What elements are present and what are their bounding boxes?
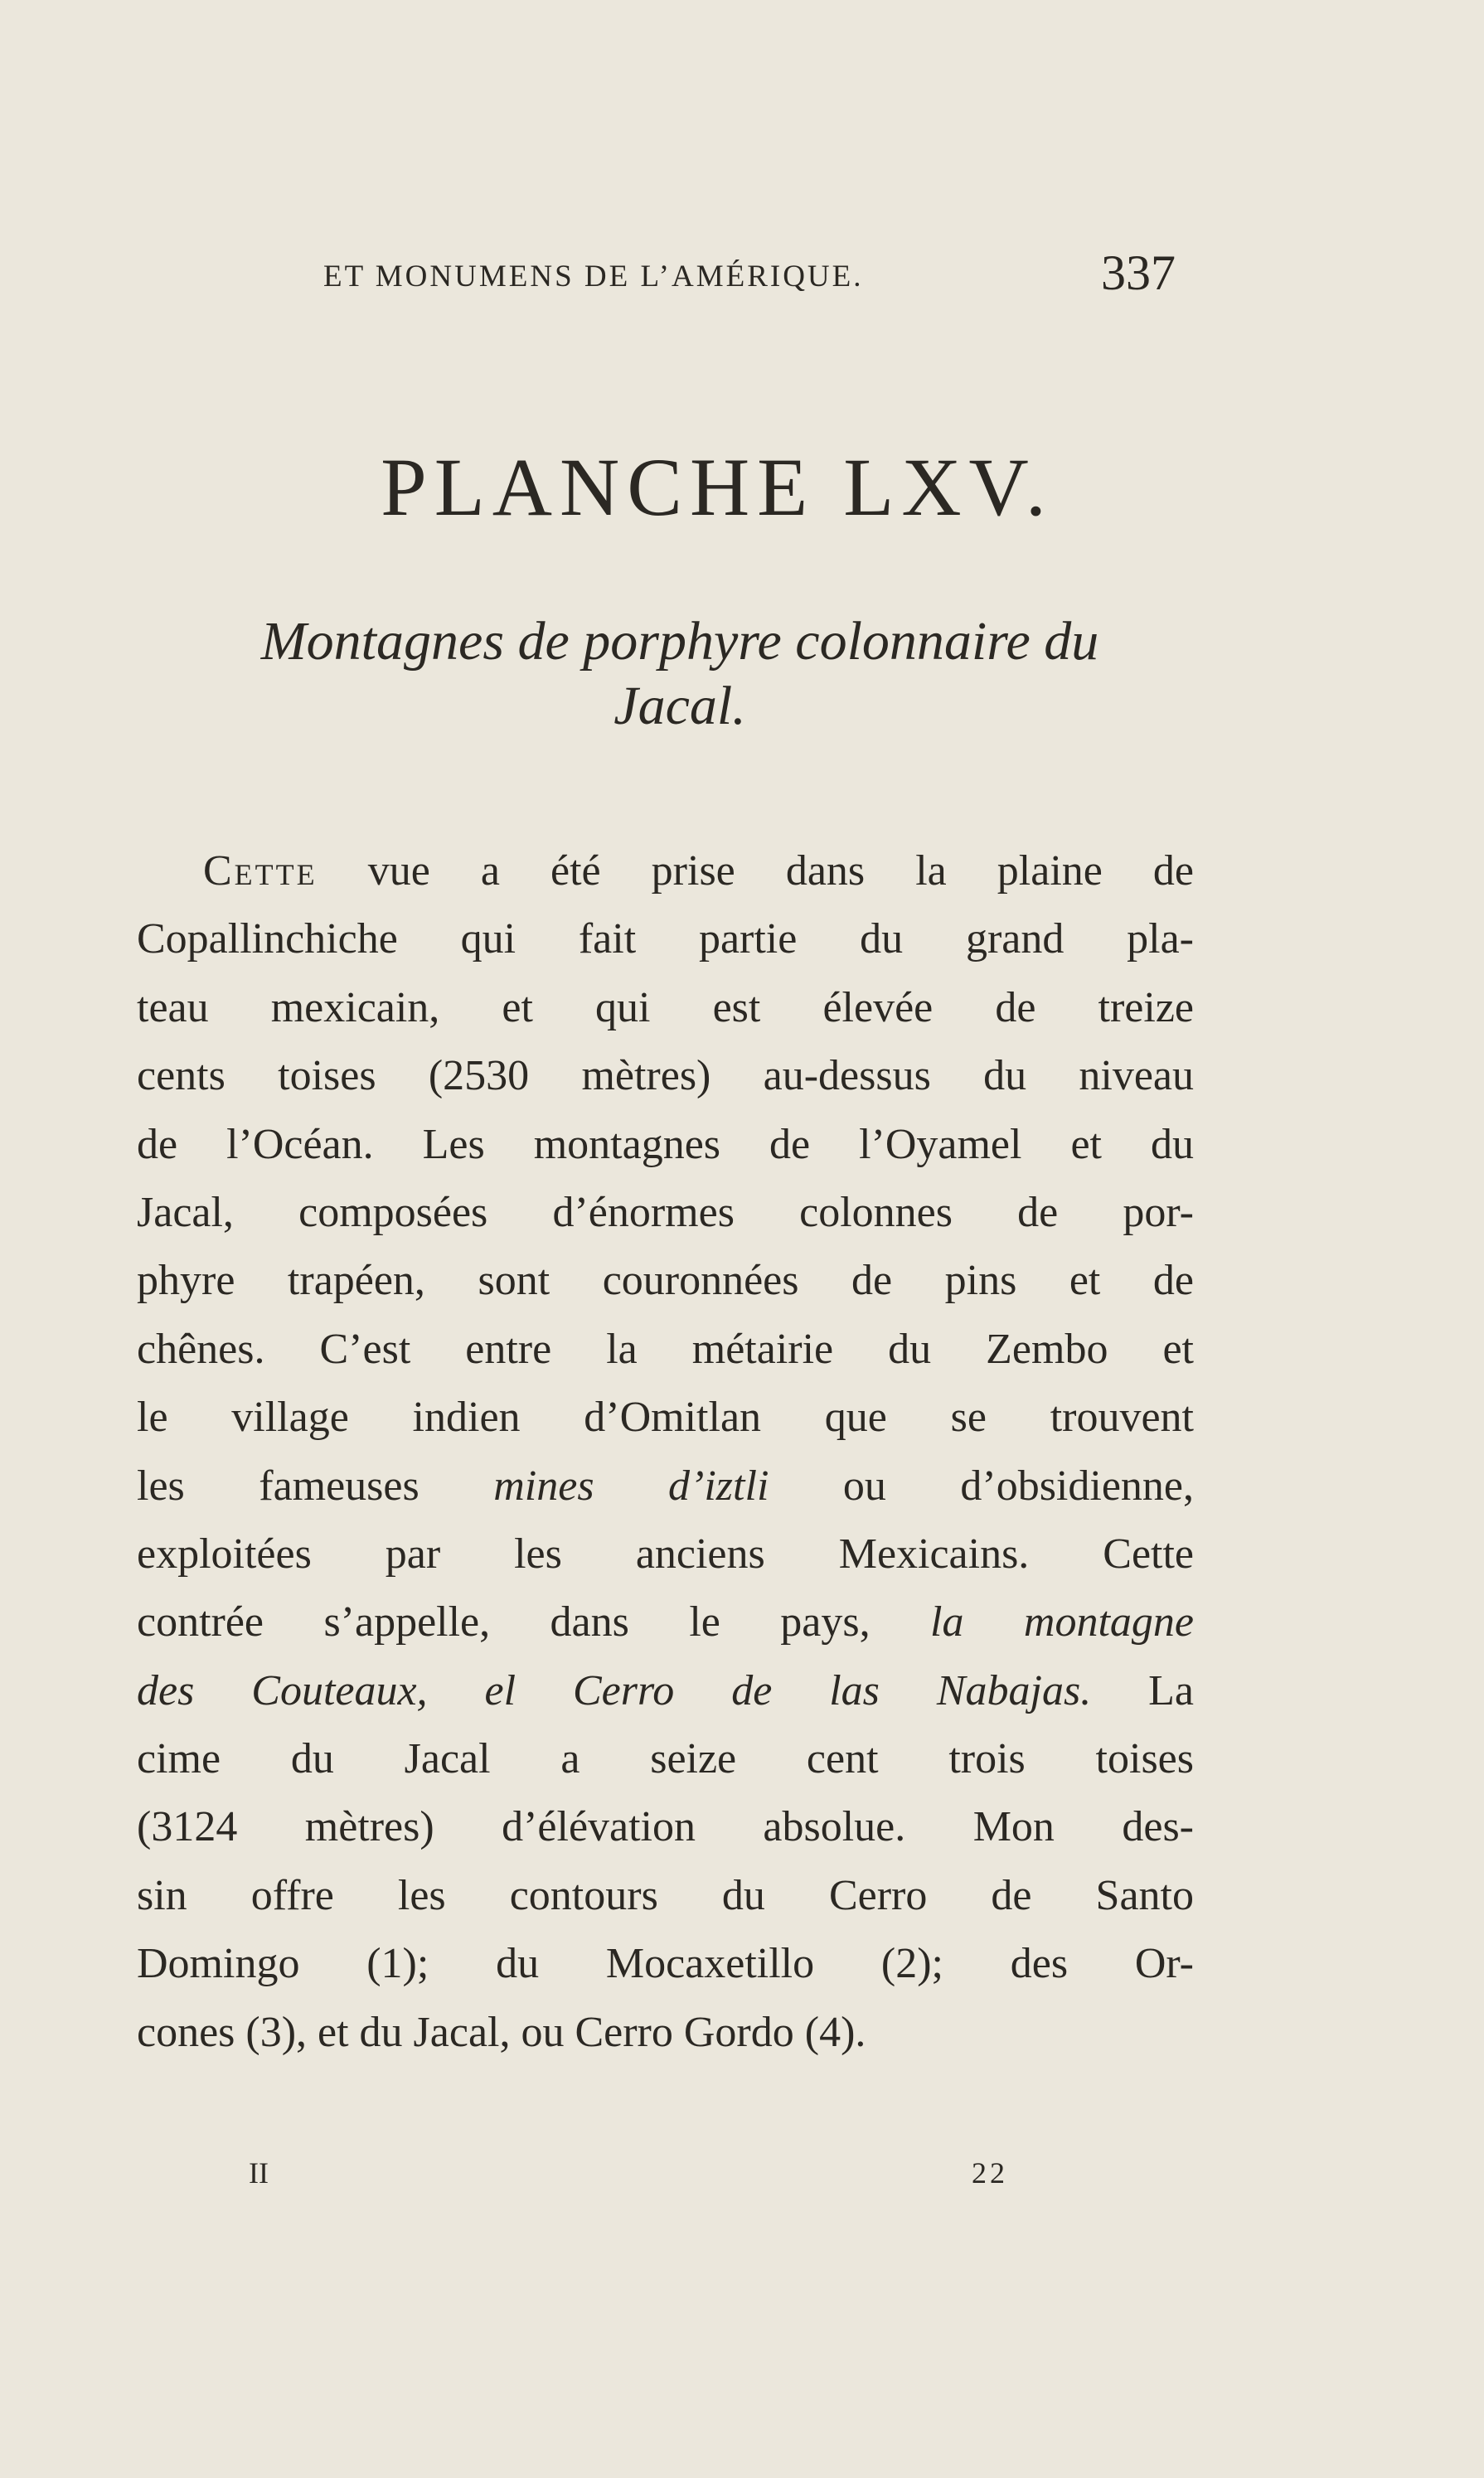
text-line: cones (3), et du Jacal, ou Cerro Gordo (4). — [137, 2008, 866, 2056]
text-line: les fameuses mines d’iztli ou d’obsidienne, — [137, 1462, 1194, 1510]
subtitle-line-1: Montagnes de porphyre colonnaire du — [260, 611, 1099, 672]
text-line: Domingo (1); du Mocaxetillo (2); des Or- — [137, 1940, 1194, 1988]
signature-mark: II — [249, 2156, 269, 2189]
italic-term: mines d’iztli — [493, 1462, 769, 1510]
italic-term: la montagne — [930, 1598, 1194, 1646]
text-line: contrée s’appelle, dans le pays, la montagne — [137, 1598, 1194, 1646]
text-line: de l’Océan. Les montagnes de l’Oyamel et du — [137, 1120, 1194, 1168]
text-line: cents toises (2530 mètres) au-dessus du niveau — [137, 1052, 1194, 1100]
text-line: le village indien d’Omitlan que se trouvent — [137, 1394, 1194, 1442]
page-number: 337 — [1101, 245, 1176, 300]
text-line: des Couteaux, el Cerro de las Nabajas. La — [137, 1666, 1195, 1714]
text-line: Cette vue a été prise dans la plaine de — [203, 847, 1194, 895]
small-caps-opening: Cette — [203, 847, 318, 895]
text-line: (3124 mètres) d’élévation absolue. Mon des- — [137, 1803, 1194, 1851]
plate-title: PLANCHE LXV. — [381, 441, 1054, 533]
text-line: chênes. C’est entre la métairie du Zembo et — [137, 1325, 1194, 1373]
text-line: Jacal, composées d’énormes colonnes de por- — [137, 1188, 1194, 1236]
sheet-number: 22 — [972, 2156, 1008, 2189]
text-line: cime du Jacal a seize cent trois toises — [137, 1735, 1194, 1783]
plate-subtitle — [137, 609, 1223, 739]
text-line: exploitées par les anciens Mexicains. Cette — [137, 1530, 1194, 1578]
running-head: ET MONUMENS DE L’AMÉRIQUE. — [323, 259, 864, 293]
subtitle-line-2: Jacal. — [613, 676, 746, 736]
text-line: sin offre les contours du Cerro de Santo — [137, 1871, 1194, 1919]
text-line: teau mexicain, et qui est élevée de treize — [137, 983, 1194, 1031]
text-line: Copallinchiche qui fait partie du grand pla- — [137, 915, 1194, 963]
body-paragraph — [137, 837, 1194, 2067]
italic-term: des Couteaux, el Cerro de las Nabajas. — [137, 1666, 1092, 1714]
text-line: phyre trapéen, sont couronnées de pins et de — [137, 1257, 1194, 1305]
